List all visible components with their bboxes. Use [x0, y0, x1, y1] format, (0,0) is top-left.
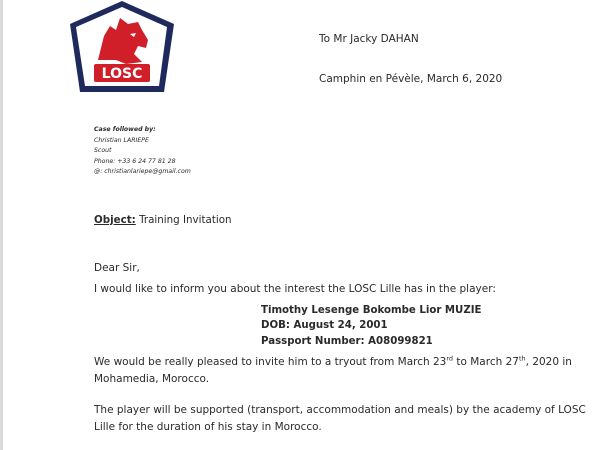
tryout-sup-1: rd — [446, 354, 454, 363]
tryout-text-2: to March 27 — [453, 356, 519, 368]
page-edge — [0, 0, 3, 450]
contact-phone: Phone: +33 6 24 77 81 28 — [94, 157, 176, 165]
player-dob: DOB: August 24, 2001 — [261, 320, 388, 332]
salutation: Dear Sir, — [94, 262, 140, 274]
place-date-line: Camphin en Pévèle, March 6, 2020 — [319, 73, 503, 85]
tryout-sup-2: th — [518, 354, 526, 363]
player-passport: Passport Number: A08099821 — [261, 335, 433, 347]
logo-text: LOSC — [101, 66, 143, 82]
recipient-line: To Mr Jacky DAHAN — [319, 33, 419, 45]
tryout-text-3: , 2020 in Mohamedia, Morocco. — [94, 356, 572, 385]
object-label: Object: — [94, 214, 136, 226]
player-name: Timothy Lesenge Bokombe Lior MUZIE — [261, 305, 482, 316]
object-text: Training Invitation — [139, 214, 232, 226]
losc-logo — [68, 0, 176, 94]
contact-block — [94, 125, 191, 178]
contact-heading: Case followed by: — [94, 126, 156, 133]
object-line — [94, 214, 232, 226]
inform-paragraph: I would like to inform you about the interest the LOSC Lille has in the player: — [94, 283, 496, 295]
tryout-text-1: We would be really pleased to invite him to a tryout from March 23 — [94, 356, 447, 368]
contact-name: Christian LARIEPE — [94, 136, 149, 144]
contact-email: @: christianlariepe@gmail.com — [94, 168, 191, 175]
tryout-paragraph — [94, 354, 589, 388]
player-details — [261, 303, 481, 349]
support-paragraph: The player will be supported (transport, accommodation and meals) by the academy of LOSC Lille for the duration of his stay in Morocco. — [94, 404, 586, 433]
contact-role: Scout — [94, 147, 112, 154]
